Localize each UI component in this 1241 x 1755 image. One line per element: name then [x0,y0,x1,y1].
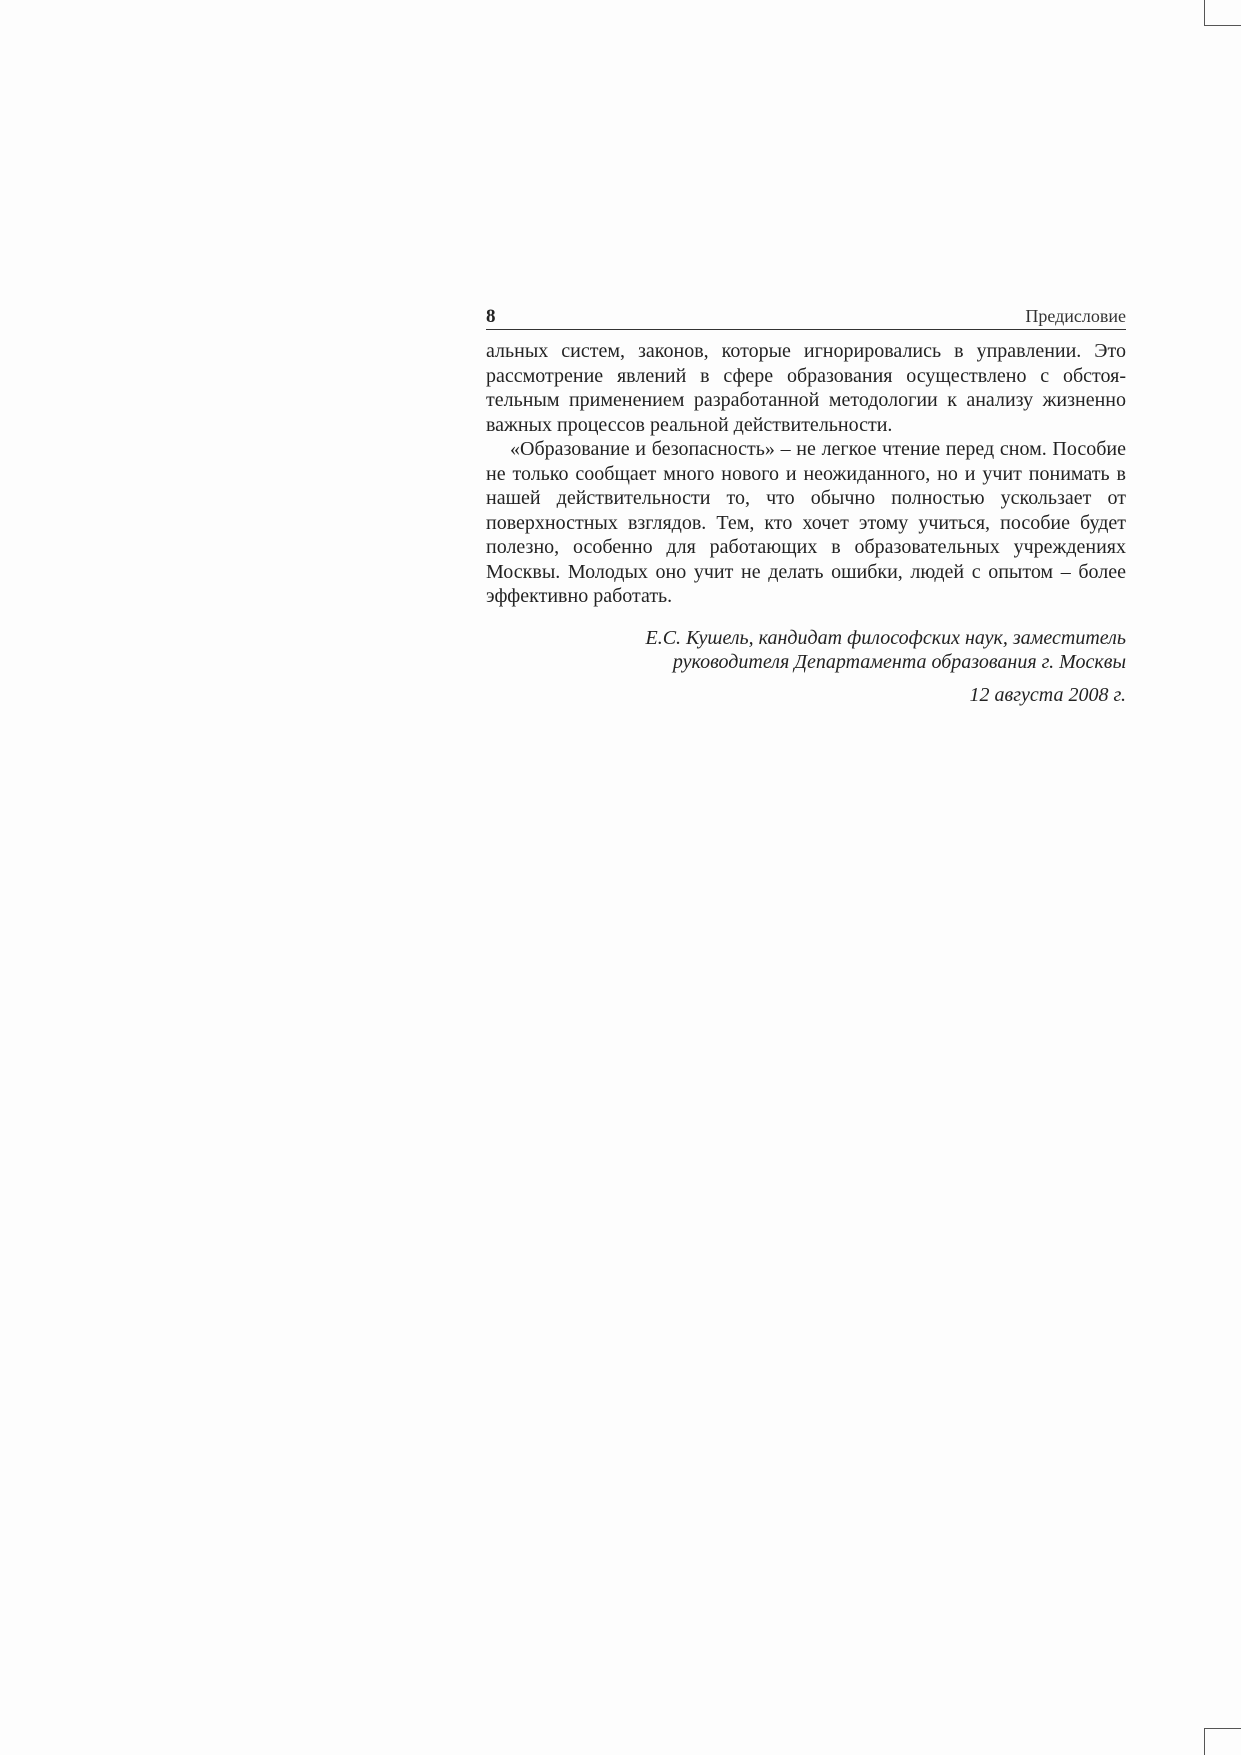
book-page [486,304,1126,707]
running-title: Предисловие [1025,306,1126,326]
paragraph: «Образование и безопасность» – не легкое чтение перед сном. Пособие не только сообщает много нового и неожиданного, но и учит понимать в нашей действительности то, что обычно полностью ускользает от поверхностных взглядов. Тем, кто хочет этому учиться, пособие будет полезно, особенно для работающих в образовательных учреждениях Москвы. Молодых оно учит не делать ошибки, людей с опытом – более эффективно работать. [486,438,1126,607]
signature-block [486,626,1126,708]
crop-mark-top-horizontal [1204,25,1241,26]
body-text [486,339,1126,609]
signature-author-line: Е.С. Кушель, кандидат философских наук, заместитель [645,626,1126,649]
paragraph: альных систем, законов, которые игнорировались в управлении. Это рассмотрение явлений в сфере образования осуществлено с обстоятельным применением разработанной методологии к анализу жизненно важных процессов реальной действительности. [486,340,1126,436]
crop-mark-bottom-horizontal [1204,1728,1241,1729]
running-head [486,304,1126,330]
signature-date: 12 августа 2008 г. [969,683,1126,706]
crop-mark-bottom-vertical [1204,1728,1205,1755]
signature-position-line: руководителя Департамента образования г. Москвы [672,651,1126,673]
crop-mark-top-vertical [1204,0,1205,25]
page-number: 8 [486,306,496,327]
